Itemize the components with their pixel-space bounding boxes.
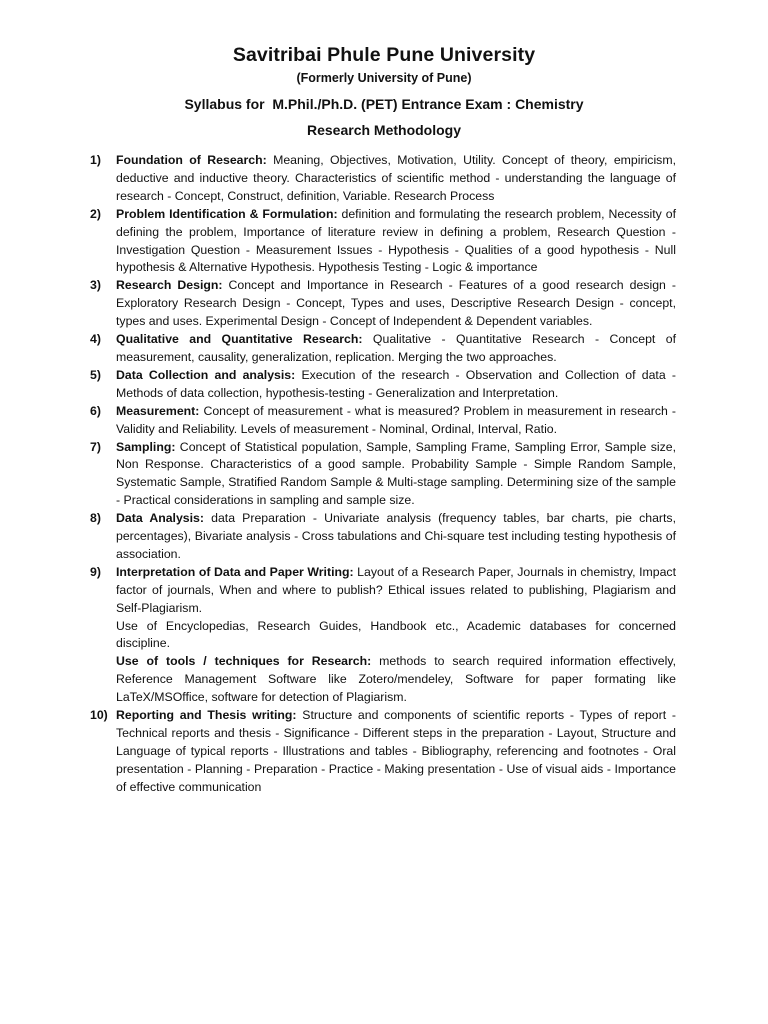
list-item	[90, 707, 676, 797]
item-heading: Sampling:	[116, 439, 176, 454]
item-text: definition and formulating the research problem, Necessity of defining the problem, Importance of literature review in defining a problem, Research Question - Investigation Question - Measurement Issues - Hypothesis - Qualities of a good hypothesis - Null hypothesis & Alternative Hypothesis. Hypothesis Testing - Logic & importance	[116, 206, 676, 275]
list-item	[90, 439, 676, 511]
item-number: 1)	[90, 153, 101, 167]
item-text: Qualitative - Quantitative Research - Concept of measurement, causality, generalization, replication. Merging the two approaches.	[116, 332, 677, 364]
item-heading: Foundation of Research:	[116, 153, 267, 167]
syllabus-heading: Syllabus for M.Phil./Ph.D. (PET) Entrance Exam : Chemistry	[184, 96, 584, 112]
item-text: Structure and components of scientific reports - Types of report - Technical reports and thesis - Significance - Different steps in the preparation - Layout, Structure and Language of typical reports - Illustrations and tables - Bibliography, referencing and footnotes - Oral presentation - Planning - Preparation - Practice - Making presentation - Use of visual aids - Importance of effective communication	[116, 708, 677, 794]
list-item	[90, 510, 676, 564]
item-number: 7)	[90, 439, 101, 454]
item-number: 8)	[90, 511, 101, 526]
former-name-subtitle: (Formerly University of Pune)	[296, 71, 472, 85]
list-item	[90, 367, 676, 403]
item-number: 6)	[90, 403, 101, 418]
list-item	[90, 331, 676, 367]
syllabus-topic-list	[90, 152, 676, 797]
item-text: Layout of a Research Paper, Journals in chemistry, Impact factor of journals, When and where to publish? Ethical issues related to publishing, Plagiarism and Self-Plagiarism.	[116, 564, 676, 615]
item-heading: Interpretation of Data and Paper Writing:	[116, 564, 354, 579]
list-item	[90, 403, 676, 439]
item-text: Execution of the research - Observation and Collection of data - Methods of data collection, hypothesis-testing - Generalization and Interpretation.	[116, 367, 676, 400]
item-text: Concept of Statistical population, Sample, Sampling Frame, Sampling Error, Sample size, Non Response. Characteristics of a good sample. Probability Sample - Simple Random Sample, Systematic Sample, Stratified Random Sample & Multi-stage sampling. Determining size of the sample - Practical considerations in sampling and sample size.	[116, 439, 676, 508]
item-heading: Data Analysis:	[116, 511, 204, 526]
item-number: 4)	[90, 332, 101, 347]
item-text: data Preparation - Univariate analysis (frequency tables, bar charts, pie charts, percentages), Bivariate analysis - Cross tabulations and Chi-square test including testing hypothesis of association.	[116, 511, 676, 561]
subject-heading: Research Methodology	[306, 122, 462, 138]
list-item	[90, 206, 676, 278]
item-number: 3)	[90, 278, 101, 293]
item-heading: Research Design:	[116, 278, 223, 293]
item-number: 9)	[90, 564, 101, 579]
item-tools-paragraph	[116, 653, 676, 707]
item-text: Meaning, Objectives, Motivation, Utility. Concept of theory, empiricism, deductive and inductive theory. Characteristics of scientific method - understanding the language of research - Concept, Construct, definition, Variable. Research Process	[116, 153, 676, 203]
item-text: Concept of measurement - what is measured? Problem in measurement in research - Validity and Reliability. Levels of measurement - Nominal, Ordinal, Interval, Ratio.	[116, 403, 676, 436]
item-heading: Measurement:	[116, 403, 200, 418]
item-heading: Reporting and Thesis writing:	[116, 708, 297, 723]
list-item	[90, 152, 676, 206]
tools-text: methods to search required information effectively, Reference Management Software like Zotero/mendeley, Software for paper formating like LaTeX/MSOffice, software for detection of Plagiarism.	[116, 654, 676, 705]
item-heading: Data Collection and analysis:	[116, 367, 296, 382]
item-number: 5)	[90, 367, 101, 382]
item-number: 2)	[90, 206, 101, 221]
tools-heading: Use of tools / techniques for Research:	[116, 654, 372, 669]
item-heading: Qualitative and Quantitative Research:	[116, 332, 363, 347]
university-title: Savitribai Phule Pune University	[232, 44, 536, 66]
item-number: 10)	[90, 708, 108, 723]
item-extra-paragraph: Use of Encyclopedias, Research Guides, Handbook etc., Academic databases for concerned discipline.	[116, 618, 676, 651]
item-heading: Problem Identification & Formulation:	[116, 206, 338, 221]
item-text: Concept and Importance in Research - Features of a good research design - Exploratory Research Design - Concept, Types and uses, Descriptive Research Design - concept, types and uses. Experimental Design - Concept of Independent & Dependent variables.	[116, 278, 676, 329]
list-item	[90, 564, 676, 707]
list-item	[90, 277, 676, 331]
